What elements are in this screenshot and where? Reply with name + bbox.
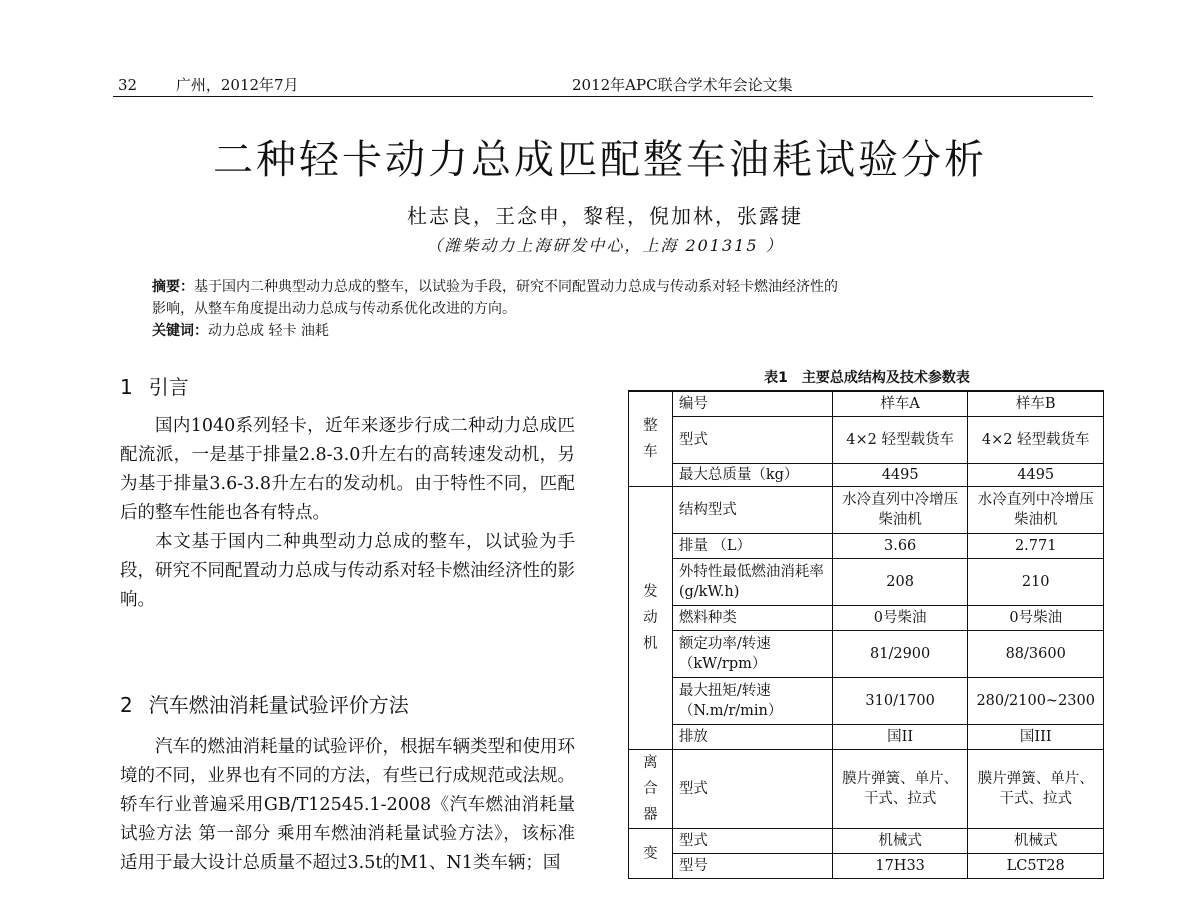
value-a: 国II — [832, 725, 968, 750]
table-caption: 表1 主要总成结构及技术参数表 — [764, 370, 970, 386]
section2-body — [120, 733, 575, 878]
table-row — [629, 391, 1104, 417]
value-b: 88/3600 — [968, 631, 1104, 678]
value-a: 17H33 — [832, 854, 968, 879]
row-label: 型式 — [672, 750, 832, 829]
proceedings-title: 2012年APC联合学术年会论文集 — [572, 76, 793, 94]
row-label: 最大扭矩/转速（N.m/r/min） — [672, 678, 832, 725]
group-vehicle: 整 车 — [629, 391, 673, 487]
section-number: 2 — [120, 693, 133, 717]
group-transmission: 变 — [629, 829, 673, 879]
row-label: 型号 — [672, 854, 832, 879]
section-number: 1 — [120, 375, 133, 399]
value-a: 样车A — [832, 391, 968, 417]
section1-body — [120, 412, 575, 615]
table-row — [629, 829, 1104, 854]
parameter-table — [628, 390, 1104, 879]
value-a: 0号柴油 — [832, 606, 968, 631]
table-row — [629, 678, 1104, 725]
value-a: 310/1700 — [832, 678, 968, 725]
row-label: 最大总质量（kg） — [672, 464, 832, 487]
table-row — [629, 631, 1104, 678]
section-heading-2 — [120, 689, 409, 718]
value-a: 水冷直列中冷增压柴油机 — [832, 487, 968, 534]
table-row — [629, 750, 1104, 829]
paragraph: 汽车的燃油消耗量的试验评价，根据车辆类型和使用环境的不同，业界也有不同的方法，有些已行成规范或法规。轿车行业普遍采用GB/T12545.1-2008《汽车燃油消耗量试验方法 第一部分 乘用车燃油消耗量试验方法》，该标准适用于最大设计总质量不超过3.5t的M1、N1类车辆；国 — [120, 737, 576, 873]
paragraph: 国内1040系列轻卡，近年来逐步行成二种动力总成匹配流派，一是基于排量2.8-3.0升左右的高转速发动机，另为基于排量3.6-3.8升左右的发动机。由于特性不同，匹配后的整车性能也各有特点。 — [120, 416, 576, 523]
table-row — [629, 534, 1104, 559]
row-label: 外特性最低燃油消耗率(g/kW.h) — [672, 559, 832, 606]
row-label: 型式 — [672, 829, 832, 854]
authors: 杜志良，王念申，黎程，倪加林，张露捷 — [407, 204, 803, 228]
value-b: 0号柴油 — [968, 606, 1104, 631]
paragraph: 本文基于国内二种典型动力总成的整车，以试验为手段，研究不同配置动力总成与传动系对轻卡燃油经济性的影响。 — [120, 532, 576, 610]
value-a: 208 — [832, 559, 968, 606]
value-b: 样车B — [968, 391, 1104, 417]
value-a: 81/2900 — [832, 631, 968, 678]
table-row — [629, 487, 1104, 534]
value-a: 4495 — [832, 464, 968, 487]
affiliation: （潍柴动力上海研发中心，上海 201315 ） — [426, 236, 784, 255]
paper-title: 二种轻卡动力总成匹配整车油耗试验分析 — [213, 137, 987, 183]
page-number: 32 — [118, 76, 138, 94]
table-row — [629, 464, 1104, 487]
row-label: 编号 — [672, 391, 832, 417]
group-clutch: 离 合 器 — [629, 750, 673, 829]
header-rule — [113, 96, 1093, 97]
value-b: 4×2 轻型载货车 — [968, 417, 1104, 464]
location-date: 广州，2012年7月 — [175, 76, 299, 94]
value-b: 国III — [968, 725, 1104, 750]
abstract-label: 摘要： — [152, 279, 194, 295]
value-b: 机械式 — [968, 829, 1104, 854]
keywords: 动力总成 轻卡 油耗 — [208, 323, 329, 339]
value-b: 2.771 — [968, 534, 1104, 559]
running-header-left — [118, 74, 299, 95]
row-label: 型式 — [672, 417, 832, 464]
value-a: 机械式 — [832, 829, 968, 854]
table-row — [629, 417, 1104, 464]
value-a: 4×2 轻型载货车 — [832, 417, 968, 464]
section-heading-1 — [120, 371, 189, 400]
keywords-label: 关键词： — [152, 323, 208, 339]
abstract — [152, 276, 1062, 342]
table-row — [629, 725, 1104, 750]
value-b: LC5T28 — [968, 854, 1104, 879]
table-row — [629, 559, 1104, 606]
value-b: 膜片弹簧、单片、干式、拉式 — [968, 750, 1104, 829]
value-a: 3.66 — [832, 534, 968, 559]
row-label: 排放 — [672, 725, 832, 750]
abstract-text-1: 基于国内二种典型动力总成的整车，以试验为手段，研究不同配置动力总成与传动系对轻卡燃油经济性的 — [194, 279, 838, 295]
row-label: 结构型式 — [672, 487, 832, 534]
table-row — [629, 606, 1104, 631]
abstract-text-2: 影响，从整车角度提出动力总成与传动系优化改进的方向。 — [152, 301, 516, 317]
value-b: 4495 — [968, 464, 1104, 487]
group-engine: 发 动 机 — [629, 487, 673, 750]
value-a: 膜片弹簧、单片、干式、拉式 — [832, 750, 968, 829]
section-title: 汽车燃油消耗量试验评价方法 — [148, 693, 409, 717]
value-b: 280/2100~2300 — [968, 678, 1104, 725]
value-b: 210 — [968, 559, 1104, 606]
value-b: 水冷直列中冷增压柴油机 — [968, 487, 1104, 534]
table-row — [629, 854, 1104, 879]
row-label: 排量 （L） — [672, 534, 832, 559]
section-title: 引言 — [148, 375, 189, 399]
row-label: 额定功率/转速（kW/rpm） — [672, 631, 832, 678]
row-label: 燃料种类 — [672, 606, 832, 631]
